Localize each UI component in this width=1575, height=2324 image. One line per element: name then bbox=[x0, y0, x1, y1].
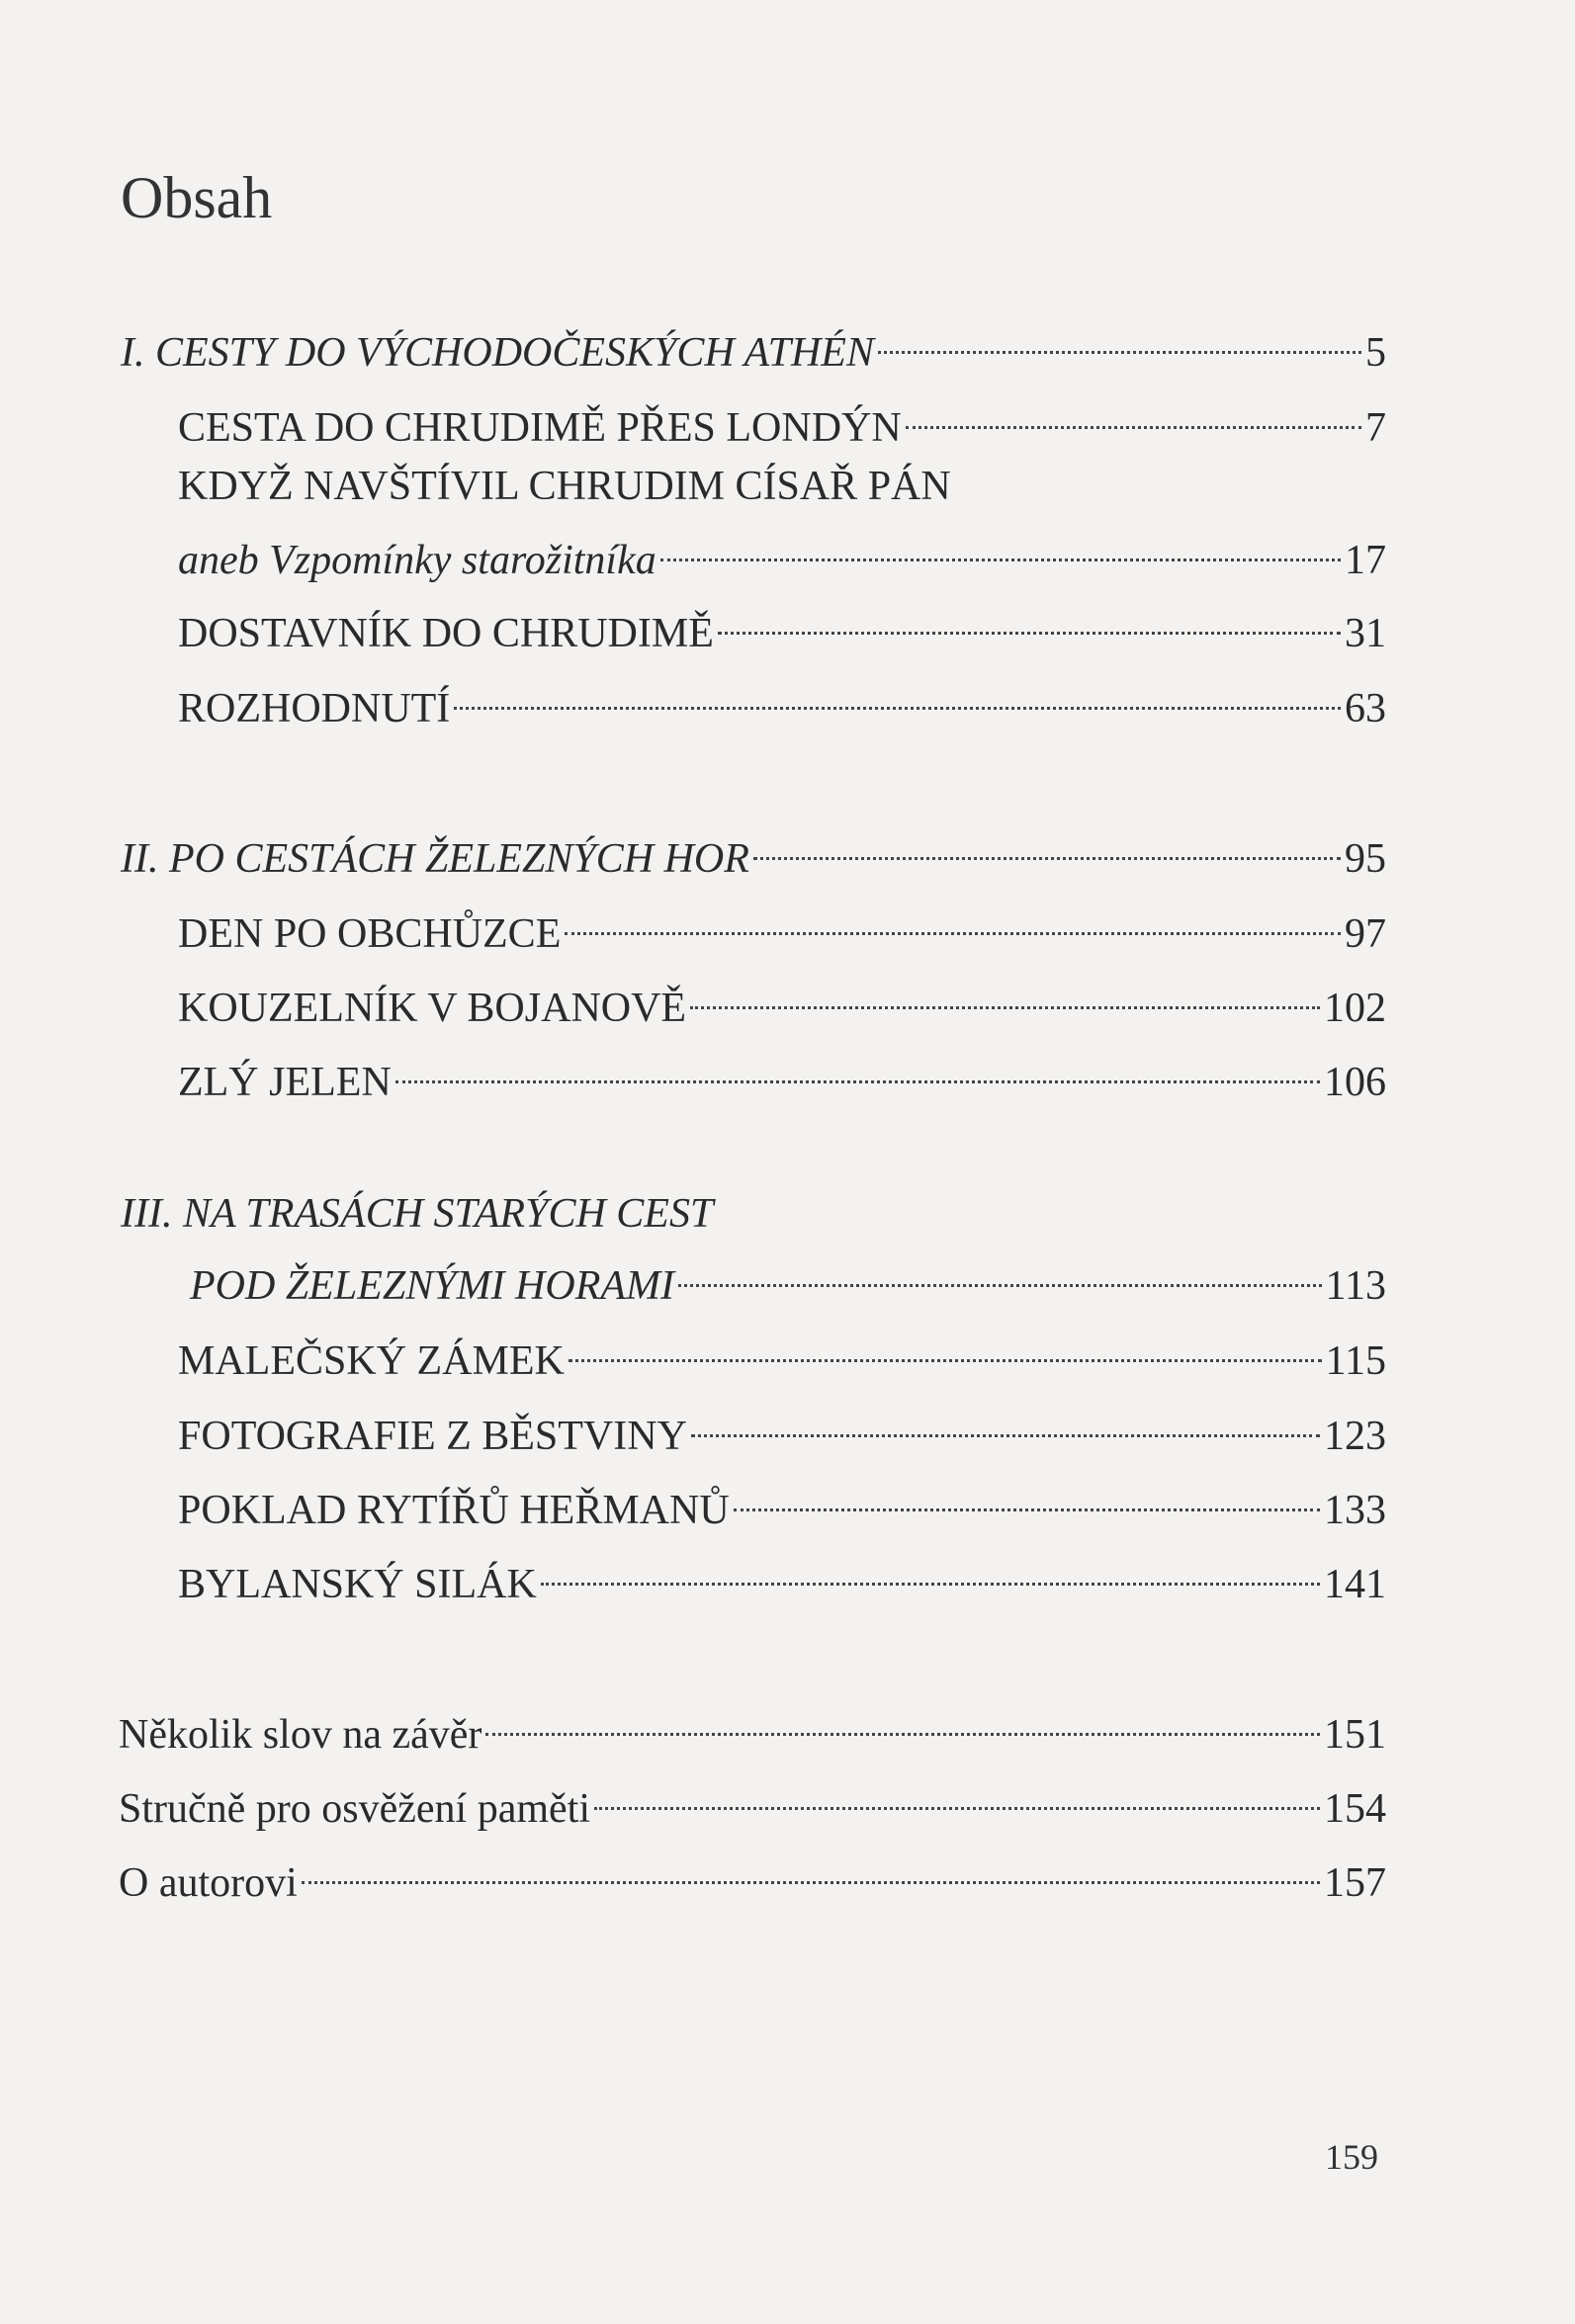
leader-dots bbox=[660, 518, 1341, 573]
entry-title: FOTOGRAFIE Z BĚSTVINY bbox=[178, 1414, 687, 1459]
leader-dots bbox=[678, 1244, 1322, 1299]
page-number: 123 bbox=[1324, 1414, 1386, 1459]
toc-section-heading bbox=[121, 310, 1386, 381]
entry-title: ROZHODNUTÍ bbox=[178, 686, 451, 732]
entry-title: KOUZELNÍK V BOJANOVĚ bbox=[178, 986, 687, 1031]
section-title: II. PO CESTÁCH ŽELEZNÝCH HOR bbox=[121, 836, 749, 882]
entry-title: BYLANSKÝ SILÁK bbox=[178, 1562, 537, 1607]
toc-back-matter-entry bbox=[119, 1766, 1386, 1837]
leader-dots bbox=[395, 1040, 1320, 1095]
toc-entry bbox=[178, 666, 1386, 736]
toc-entry bbox=[178, 1394, 1386, 1464]
page-number: 17 bbox=[1345, 538, 1386, 583]
entry-subtitle: aneb Vzpomínky starožitníka bbox=[178, 538, 656, 583]
toc-back-matter-entry bbox=[119, 1841, 1386, 1911]
toc-entry bbox=[178, 1319, 1386, 1389]
page-number: 154 bbox=[1324, 1786, 1386, 1832]
toc-back-matter-entry bbox=[119, 1692, 1386, 1763]
leader-dots bbox=[565, 892, 1341, 947]
page-number: 31 bbox=[1345, 611, 1386, 656]
toc-entry bbox=[178, 1040, 1386, 1110]
entry-title: Několik slov na závěr bbox=[119, 1712, 482, 1758]
leader-dots bbox=[569, 1319, 1322, 1374]
entry-title: DEN PO OBCHŮZCE bbox=[178, 911, 562, 957]
leader-dots bbox=[753, 817, 1341, 872]
toc-entry bbox=[178, 386, 1386, 456]
entry-title: DOSTAVNÍK DO CHRUDIMĚ bbox=[178, 611, 714, 656]
leader-dots bbox=[734, 1468, 1320, 1523]
section-title: POD ŽELEZNÝMI HORAMI bbox=[190, 1263, 674, 1309]
toc-entry bbox=[178, 518, 1386, 588]
leader-dots bbox=[485, 1692, 1320, 1748]
page-number: 115 bbox=[1325, 1338, 1386, 1384]
page-number: 133 bbox=[1324, 1488, 1386, 1533]
page-number: 102 bbox=[1324, 986, 1386, 1031]
toc-section-heading-line2 bbox=[190, 1244, 1386, 1314]
toc-entry bbox=[178, 1468, 1386, 1538]
toc-section-heading: III. NA TRASÁCH STARÝCH CEST bbox=[121, 1191, 714, 1237]
entry-title: Stručně pro osvěžení paměti bbox=[119, 1786, 591, 1832]
leader-dots bbox=[541, 1542, 1320, 1597]
page-number: 151 bbox=[1324, 1712, 1386, 1758]
leader-dots bbox=[302, 1841, 1320, 1896]
toc-section-heading bbox=[121, 817, 1386, 887]
toc-entry bbox=[178, 966, 1386, 1036]
page-number: 141 bbox=[1324, 1562, 1386, 1607]
toc-entry-title-line: KDYŽ NAVŠTÍVIL CHRUDIM CÍSAŘ PÁN bbox=[178, 464, 951, 509]
page-number: 95 bbox=[1345, 836, 1386, 882]
page-number: 97 bbox=[1345, 911, 1386, 957]
page-number: 113 bbox=[1325, 1263, 1386, 1309]
page-number: 5 bbox=[1365, 330, 1386, 376]
page-number: 7 bbox=[1365, 405, 1386, 451]
toc-entry bbox=[178, 1542, 1386, 1612]
leader-dots bbox=[690, 966, 1320, 1021]
entry-title: POKLAD RYTÍŘŮ HEŘMANŮ bbox=[178, 1488, 730, 1533]
entry-title: ZLÝ JELEN bbox=[178, 1060, 392, 1105]
leader-dots bbox=[594, 1766, 1320, 1822]
leader-dots bbox=[878, 310, 1361, 366]
page-number: 106 bbox=[1324, 1060, 1386, 1105]
page-number: 63 bbox=[1345, 686, 1386, 732]
leader-dots bbox=[691, 1394, 1320, 1449]
leader-dots bbox=[718, 591, 1341, 646]
page-number: 157 bbox=[1324, 1860, 1386, 1906]
leader-dots bbox=[454, 666, 1341, 722]
toc-entry bbox=[178, 892, 1386, 962]
page-title: Obsah bbox=[121, 165, 273, 230]
entry-title: MALEČSKÝ ZÁMEK bbox=[178, 1338, 565, 1384]
entry-title: O autorovi bbox=[119, 1860, 298, 1906]
folio-page-number: 159 bbox=[1325, 2137, 1378, 2177]
section-title: I. CESTY DO VÝCHODOČESKÝCH ATHÉN bbox=[121, 330, 874, 376]
entry-title: CESTA DO CHRUDIMĚ PŘES LONDÝN bbox=[178, 405, 902, 451]
toc-entry bbox=[178, 591, 1386, 661]
leader-dots bbox=[906, 386, 1361, 441]
